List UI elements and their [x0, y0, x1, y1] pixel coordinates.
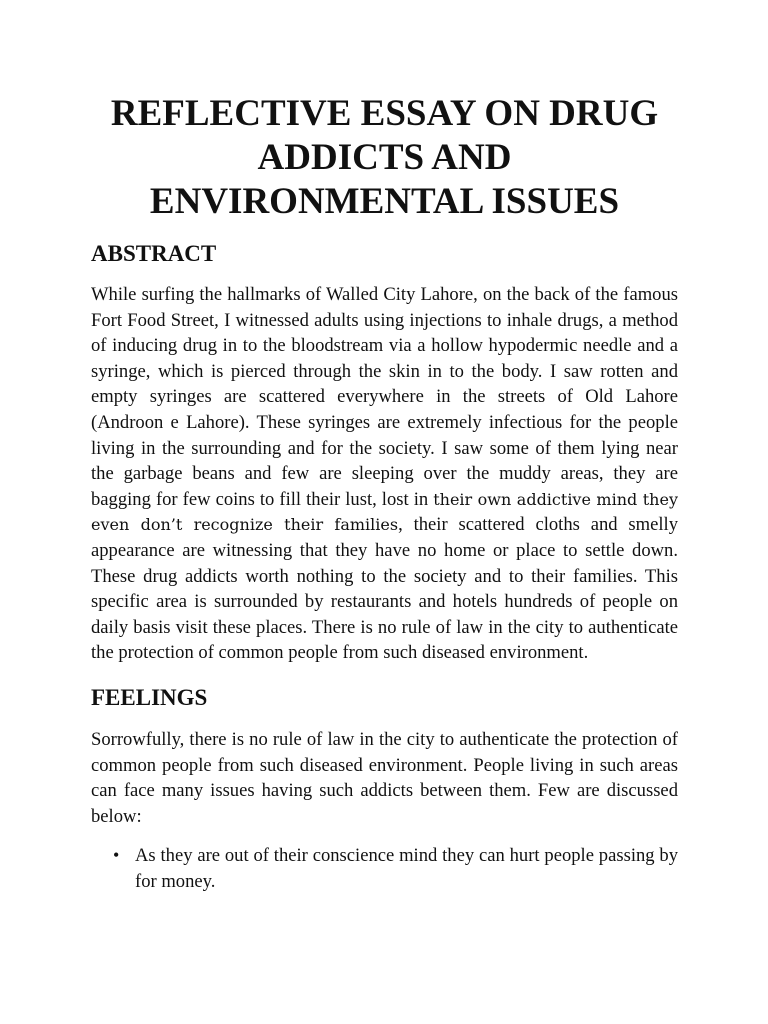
abstract-heading: ABSTRACT [91, 241, 217, 266]
feelings-heading: FEELINGS [91, 684, 208, 710]
abstract-paragraph [91, 282, 678, 666]
essay-title: REFLECTIVE ESSAY ON DRUG ADDICTS AND ENVIRONMENTAL ISSUES [110, 93, 659, 222]
list-item-text: As they are out of their conscience mind they can hurt people passing by for money. [135, 845, 678, 892]
list-item [91, 843, 678, 894]
feelings-bullet-list [91, 843, 678, 894]
abstract-text-start: While surfing the hallmarks of Walled City Lahore, on the back of the famous Fort Food Street, I witnessed adults using injections to inhale drugs, a method of inducing drug in to the bloodstream via a hollow hypodermic needle and a syringe, which is pierced through the skin in to the body. I saw rotten and empty syringes are scattered everywhere in the streets of Old Lahore (Androon e Lahore). These syringes are extremely infectious for the people living in the surrounding and for the society. I saw some of them lying near the garbage beans and few are sleeping over the muddy areas, they are bagging for few coins to fill their lust, lost in [91, 284, 678, 510]
bullet-dot-icon: • [113, 845, 120, 866]
feelings-paragraph: Sorrowfully, there is no rule of law in the city to authenticate the protection of common people from such diseased environment. People living in such areas can face many issues having such addicts between them. Few are discussed below: [91, 728, 678, 827]
document-page [91, 92, 678, 894]
abstract-emphasis-text: their own addictive mind they even don’t recognize their families [91, 489, 678, 535]
abstract-text-end: , their scattered cloths and smelly appearance are witnessing that they have no home or place to settle down. These drug addicts worth nothing to the society and to their families. This specific area is surrounded by restaurants and hotels hundreds of people on daily basis visit these places. There is no rule of law in the city to authenticate the protection of common people from such diseased environment. [91, 514, 679, 664]
